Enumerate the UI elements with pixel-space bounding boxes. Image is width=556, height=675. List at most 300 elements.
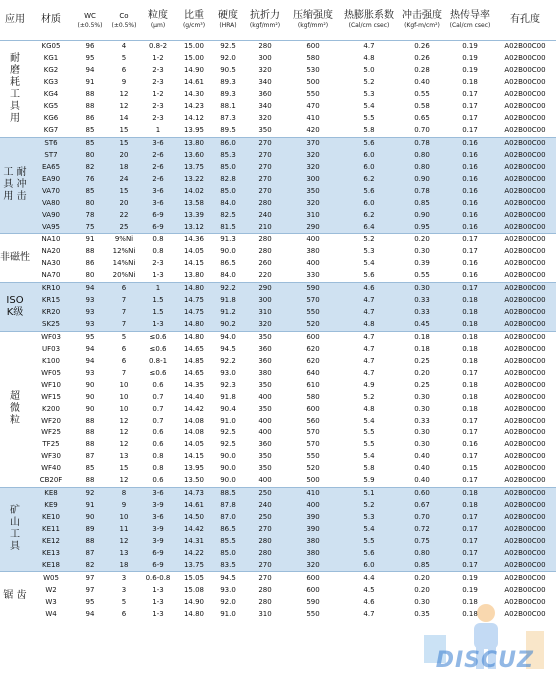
- table-cell: 2-3: [140, 65, 176, 77]
- table-cell: 0.17: [446, 125, 494, 137]
- table-cell: WF10: [30, 379, 72, 391]
- table-cell: 0.67: [398, 500, 446, 512]
- table-cell: 93.0: [212, 367, 244, 379]
- table-cell: A02B00C00: [494, 415, 556, 427]
- table-cell: 6: [108, 282, 140, 294]
- table-cell: 1-3: [140, 319, 176, 331]
- table-cell: 0.18: [398, 343, 446, 355]
- table-cell: A02B00C00: [494, 547, 556, 559]
- table-cell: 6: [108, 355, 140, 367]
- table-cell: 6.4: [340, 221, 398, 233]
- table-cell: WF30: [30, 451, 72, 463]
- table-cell: 4.9: [340, 379, 398, 391]
- table-cell: 89.3: [212, 77, 244, 89]
- table-cell: 380: [286, 535, 340, 547]
- table-cell: 0.19: [446, 572, 494, 584]
- table-row: [0, 584, 556, 596]
- table-cell: 13.22: [176, 173, 212, 185]
- table-cell: 5.2: [340, 391, 398, 403]
- table-cell: NA10: [30, 234, 72, 246]
- table-cell: WF20: [30, 415, 72, 427]
- table-cell: 280: [244, 547, 286, 559]
- table-cell: ST7: [30, 149, 72, 161]
- table-cell: 3-9: [140, 535, 176, 547]
- table-cell: 0.8: [140, 451, 176, 463]
- table-cell: 0.16: [446, 137, 494, 149]
- table-cell: KG2: [30, 65, 72, 77]
- table-cell: KE9: [30, 500, 72, 512]
- table-cell: 0.33: [398, 415, 446, 427]
- table-cell: 530: [286, 65, 340, 77]
- table-cell: A02B00C00: [494, 512, 556, 524]
- table-row: [0, 77, 556, 89]
- table-cell: 1.5: [140, 295, 176, 307]
- table-cell: 1-2: [140, 89, 176, 101]
- table-cell: A02B00C00: [494, 270, 556, 282]
- table-cell: 600: [286, 331, 340, 343]
- table-row: [0, 331, 556, 343]
- table-cell: 5.2: [340, 500, 398, 512]
- table-cell: 85.0: [212, 185, 244, 197]
- table-cell: 5.4: [340, 258, 398, 270]
- table-row: [0, 295, 556, 307]
- table-cell: 0.28: [398, 65, 446, 77]
- table-cell: 0.8: [140, 463, 176, 475]
- table-cell: 93: [72, 307, 108, 319]
- table-cell: A02B00C00: [494, 500, 556, 512]
- table-cell: ≤0.6: [140, 331, 176, 343]
- table-cell: 0.33: [398, 295, 446, 307]
- table-row: [0, 307, 556, 319]
- table-cell: ST6: [30, 137, 72, 149]
- table-cell: 14.90: [176, 65, 212, 77]
- table-cell: 80: [72, 197, 108, 209]
- table-cell: 320: [244, 65, 286, 77]
- table-row: [0, 270, 556, 282]
- table-cell: 350: [286, 185, 340, 197]
- table-cell: 0.80: [398, 547, 446, 559]
- table-cell: 6.2: [340, 173, 398, 185]
- table-cell: 6-9: [140, 209, 176, 221]
- table-row: [0, 197, 556, 209]
- table-cell: 0.35: [398, 608, 446, 620]
- table-cell: 9: [108, 77, 140, 89]
- table-cell: 2-3: [140, 77, 176, 89]
- table-cell: 590: [286, 282, 340, 294]
- table-cell: 4.6: [340, 596, 398, 608]
- table-cell: 93: [72, 367, 108, 379]
- table-cell: 6.0: [340, 161, 398, 173]
- table-cell: 310: [286, 209, 340, 221]
- table-cell: 18: [108, 161, 140, 173]
- table-row: [0, 161, 556, 173]
- table-cell: 14.42: [176, 524, 212, 536]
- table-cell: 94.5: [212, 572, 244, 584]
- table-cell: 0.90: [398, 209, 446, 221]
- table-cell: VA80: [30, 197, 72, 209]
- table-cell: 0.17: [446, 512, 494, 524]
- table-cell: 0.7: [140, 391, 176, 403]
- table-cell: 14.42: [176, 403, 212, 415]
- table-cell: 15: [108, 137, 140, 149]
- column-header: [446, 0, 494, 41]
- table-cell: 13.95: [176, 125, 212, 137]
- table-cell: 580: [286, 53, 340, 65]
- table-cell: 13: [108, 547, 140, 559]
- table-cell: 12: [108, 415, 140, 427]
- table-cell: NA70: [30, 270, 72, 282]
- table-cell: VA90: [30, 209, 72, 221]
- table-cell: 320: [286, 161, 340, 173]
- column-header-label: 材质: [41, 14, 61, 25]
- table-cell: 24: [108, 173, 140, 185]
- table-cell: 210: [244, 221, 286, 233]
- table-row: [0, 475, 556, 487]
- table-cell: 14.61: [176, 77, 212, 89]
- table-cell: 92.5: [212, 439, 244, 451]
- table-cell: A02B00C00: [494, 295, 556, 307]
- table-cell: 5.5: [340, 535, 398, 547]
- table-cell: 13.50: [176, 475, 212, 487]
- table-cell: 0.18: [446, 77, 494, 89]
- table-cell: 410: [286, 113, 340, 125]
- table-cell: 82.8: [212, 173, 244, 185]
- application-label: ISO K级: [6, 294, 24, 318]
- table-cell: 88: [72, 475, 108, 487]
- table-cell: 6: [108, 608, 140, 620]
- table-cell: 3-6: [140, 197, 176, 209]
- table-cell: 2-6: [140, 173, 176, 185]
- column-header: [494, 0, 556, 41]
- table-cell: 94: [72, 343, 108, 355]
- table-row: [0, 403, 556, 415]
- table-cell: A02B00C00: [494, 367, 556, 379]
- table-cell: 5.3: [340, 512, 398, 524]
- table-cell: 0.6: [140, 439, 176, 451]
- table-cell: 3-9: [140, 500, 176, 512]
- table-cell: 0.17: [446, 415, 494, 427]
- table-cell: A02B00C00: [494, 319, 556, 331]
- table-cell: 380: [244, 367, 286, 379]
- table-cell: 12: [108, 475, 140, 487]
- table-row: [0, 547, 556, 559]
- table-cell: 6-9: [140, 221, 176, 233]
- table-cell: 570: [286, 427, 340, 439]
- table-row: [0, 234, 556, 246]
- table-cell: WF05: [30, 367, 72, 379]
- table-cell: 580: [286, 391, 340, 403]
- table-cell: 500: [286, 475, 340, 487]
- table-cell: 0.85: [398, 197, 446, 209]
- column-header-label: 硬度: [218, 10, 238, 21]
- table-cell: 86: [72, 113, 108, 125]
- table-cell: 14.75: [176, 307, 212, 319]
- table-cell: 15.08: [176, 584, 212, 596]
- table-cell: 0.17: [446, 524, 494, 536]
- table-cell: 270: [244, 185, 286, 197]
- column-header: [0, 0, 30, 41]
- table-cell: 25: [108, 221, 140, 233]
- table-cell: 91.0: [212, 608, 244, 620]
- column-header-label: Co: [119, 12, 129, 20]
- table-cell: 5.4: [340, 451, 398, 463]
- table-cell: 94.5: [212, 343, 244, 355]
- table-cell: 300: [244, 295, 286, 307]
- table-cell: 0.7: [140, 415, 176, 427]
- table-cell: 570: [286, 295, 340, 307]
- table-cell: 4.7: [340, 367, 398, 379]
- table-cell: 1-2: [140, 53, 176, 65]
- table-row: [0, 149, 556, 161]
- table-cell: 0.15: [446, 463, 494, 475]
- table-cell: 1.5: [140, 307, 176, 319]
- table-cell: 620: [286, 343, 340, 355]
- table-cell: 1: [140, 282, 176, 294]
- table-cell: 360: [244, 355, 286, 367]
- table-cell: 0.19: [446, 53, 494, 65]
- table-cell: NA20: [30, 246, 72, 258]
- table-cell: A02B00C00: [494, 161, 556, 173]
- table-cell: 400: [244, 475, 286, 487]
- table-cell: 4.8: [340, 403, 398, 415]
- table-cell: 10: [108, 512, 140, 524]
- table-cell: A02B00C00: [494, 282, 556, 294]
- table-cell: 86.5: [212, 258, 244, 270]
- table-cell: A02B00C00: [494, 427, 556, 439]
- table-cell: 91: [72, 234, 108, 246]
- table-cell: 0.65: [398, 113, 446, 125]
- table-cell: 0.17: [446, 89, 494, 101]
- table-cell: 620: [286, 355, 340, 367]
- table-cell: 14.05: [176, 439, 212, 451]
- table-row: [0, 137, 556, 149]
- column-header-label: 热膨胀系数: [344, 10, 394, 21]
- table-cell: 350: [244, 331, 286, 343]
- table-cell: 18: [108, 559, 140, 571]
- header-row: [0, 0, 556, 41]
- table-cell: A02B00C00: [494, 524, 556, 536]
- table-cell: 91.8: [212, 391, 244, 403]
- table-cell: 250: [244, 512, 286, 524]
- table-cell: 9%Ni: [108, 234, 140, 246]
- table-cell: A02B00C00: [494, 572, 556, 584]
- table-cell: A02B00C00: [494, 596, 556, 608]
- table-cell: 87: [72, 451, 108, 463]
- table-cell: 14.15: [176, 451, 212, 463]
- table-cell: 93: [72, 295, 108, 307]
- column-header-label: 冲击强度: [402, 10, 442, 21]
- table-cell: 12%Ni: [108, 246, 140, 258]
- table-cell: 89: [72, 524, 108, 536]
- table-cell: 87.0: [212, 512, 244, 524]
- table-cell: A02B00C00: [494, 535, 556, 547]
- table-cell: 15: [108, 125, 140, 137]
- table-cell: A02B00C00: [494, 355, 556, 367]
- table-cell: 0.8-2: [140, 41, 176, 53]
- table-row: [0, 53, 556, 65]
- table-row: [0, 512, 556, 524]
- table-cell: 11: [108, 524, 140, 536]
- table-cell: 3-6: [140, 185, 176, 197]
- table-cell: 0.17: [446, 246, 494, 258]
- table-cell: A02B00C00: [494, 77, 556, 89]
- table-cell: A02B00C00: [494, 559, 556, 571]
- table-cell: 3-6: [140, 137, 176, 149]
- table-cell: A02B00C00: [494, 234, 556, 246]
- table-cell: 88: [72, 535, 108, 547]
- table-cell: WF25: [30, 427, 72, 439]
- table-cell: 12: [108, 439, 140, 451]
- table-cell: 0.70: [398, 512, 446, 524]
- table-cell: 410: [286, 487, 340, 499]
- table-cell: KG3: [30, 77, 72, 89]
- table-cell: 4: [108, 41, 140, 53]
- table-cell: 88.1: [212, 101, 244, 113]
- table-cell: 0.16: [446, 185, 494, 197]
- table-cell: 0.18: [446, 379, 494, 391]
- table-cell: 90.2: [212, 319, 244, 331]
- application-label: 超 微 粒: [10, 391, 20, 427]
- table-row: [0, 355, 556, 367]
- column-header-label: 粒度: [148, 10, 168, 21]
- table-cell: 8: [108, 487, 140, 499]
- table-row: [0, 487, 556, 499]
- table-cell: 4.7: [340, 608, 398, 620]
- table-cell: 0.18: [446, 355, 494, 367]
- table-cell: 0.17: [446, 282, 494, 294]
- table-cell: 88: [72, 415, 108, 427]
- table-row: [0, 343, 556, 355]
- table-cell: 13.80: [176, 270, 212, 282]
- column-header: [244, 0, 286, 41]
- column-header-unit: (Cal/cm csec): [449, 22, 491, 29]
- table-cell: K100: [30, 355, 72, 367]
- column-header-label: 压缩强度: [293, 10, 333, 21]
- table-cell: A02B00C00: [494, 475, 556, 487]
- table-row: [0, 65, 556, 77]
- table-cell: 14.80: [176, 331, 212, 343]
- table-cell: 81.5: [212, 221, 244, 233]
- table-cell: 560: [286, 415, 340, 427]
- table-cell: 82.5: [212, 209, 244, 221]
- application-label: 耐 磨 耗 工 具 用: [10, 52, 20, 124]
- table-row: [0, 221, 556, 233]
- table-cell: 12: [108, 89, 140, 101]
- table-cell: 13.80: [176, 137, 212, 149]
- table-cell: 240: [244, 209, 286, 221]
- table-cell: 0.30: [398, 246, 446, 258]
- table-cell: 330: [286, 270, 340, 282]
- table-cell: 600: [286, 41, 340, 53]
- table-cell: 0.20: [398, 572, 446, 584]
- table-cell: 90.5: [212, 65, 244, 77]
- table-row: [0, 379, 556, 391]
- table-cell: 0.16: [446, 197, 494, 209]
- column-header: [340, 0, 398, 41]
- table-cell: 0.55: [398, 89, 446, 101]
- table-cell: 13: [108, 451, 140, 463]
- table-row: [0, 319, 556, 331]
- table-cell: A02B00C00: [494, 125, 556, 137]
- table-cell: 92.5: [212, 41, 244, 53]
- table-cell: 610: [286, 379, 340, 391]
- application-label: 矿 山 工 具: [10, 505, 20, 553]
- table-cell: 0.25: [398, 379, 446, 391]
- table-cell: 90.0: [212, 246, 244, 258]
- table-cell: 270: [244, 149, 286, 161]
- table-cell: 76: [72, 173, 108, 185]
- table-cell: 280: [244, 535, 286, 547]
- table-cell: 5.8: [340, 125, 398, 137]
- table-cell: 85.0: [212, 547, 244, 559]
- table-cell: 86: [72, 258, 108, 270]
- table-cell: KG05: [30, 41, 72, 53]
- table-cell: 390: [286, 512, 340, 524]
- table-cell: 0.17: [446, 367, 494, 379]
- table-cell: 6-9: [140, 547, 176, 559]
- application-group-cell: [0, 572, 30, 620]
- table-cell: A02B00C00: [494, 173, 556, 185]
- table-cell: A02B00C00: [494, 137, 556, 149]
- table-cell: 3-6: [140, 487, 176, 499]
- table-cell: 360: [244, 343, 286, 355]
- table-cell: 0.30: [398, 282, 446, 294]
- column-header-label: 抗折力: [250, 10, 280, 21]
- table-cell: A02B00C00: [494, 379, 556, 391]
- column-header-unit: (Cal/cm csec): [348, 22, 390, 29]
- table-cell: 85.0: [212, 161, 244, 173]
- table-cell: 280: [244, 246, 286, 258]
- table-cell: 89.5: [212, 125, 244, 137]
- table-cell: A02B00C00: [494, 487, 556, 499]
- column-header-unit: (g/cm³): [182, 22, 206, 29]
- table-cell: 84.0: [212, 197, 244, 209]
- application-group-cell: [0, 487, 30, 572]
- table-cell: 14.50: [176, 512, 212, 524]
- table-cell: 1-3: [140, 608, 176, 620]
- table-cell: 340: [244, 77, 286, 89]
- table-cell: 15: [108, 463, 140, 475]
- table-cell: A02B00C00: [494, 439, 556, 451]
- table-cell: A02B00C00: [494, 584, 556, 596]
- table-cell: 0.17: [446, 234, 494, 246]
- table-cell: 6: [108, 343, 140, 355]
- table-cell: 0.6: [140, 427, 176, 439]
- table-cell: A02B00C00: [494, 89, 556, 101]
- table-cell: 600: [286, 403, 340, 415]
- table-cell: 88: [72, 439, 108, 451]
- column-header: [30, 0, 72, 41]
- table-cell: 4.8: [340, 319, 398, 331]
- table-cell: 0.26: [398, 53, 446, 65]
- table-cell: 0.95: [398, 221, 446, 233]
- table-cell: KG4: [30, 89, 72, 101]
- table-cell: 0.17: [446, 535, 494, 547]
- table-cell: WF03: [30, 331, 72, 343]
- table-cell: 0.26: [398, 41, 446, 53]
- column-header: [176, 0, 212, 41]
- application-group-cell: [0, 234, 30, 283]
- table-cell: NA30: [30, 258, 72, 270]
- table-cell: 14.30: [176, 89, 212, 101]
- table-cell: 390: [286, 524, 340, 536]
- table-cell: 14.40: [176, 391, 212, 403]
- table-cell: 5.1: [340, 487, 398, 499]
- table-cell: 0.78: [398, 137, 446, 149]
- column-header-label: WC: [84, 12, 96, 20]
- table-cell: 80: [72, 270, 108, 282]
- table-cell: 280: [244, 234, 286, 246]
